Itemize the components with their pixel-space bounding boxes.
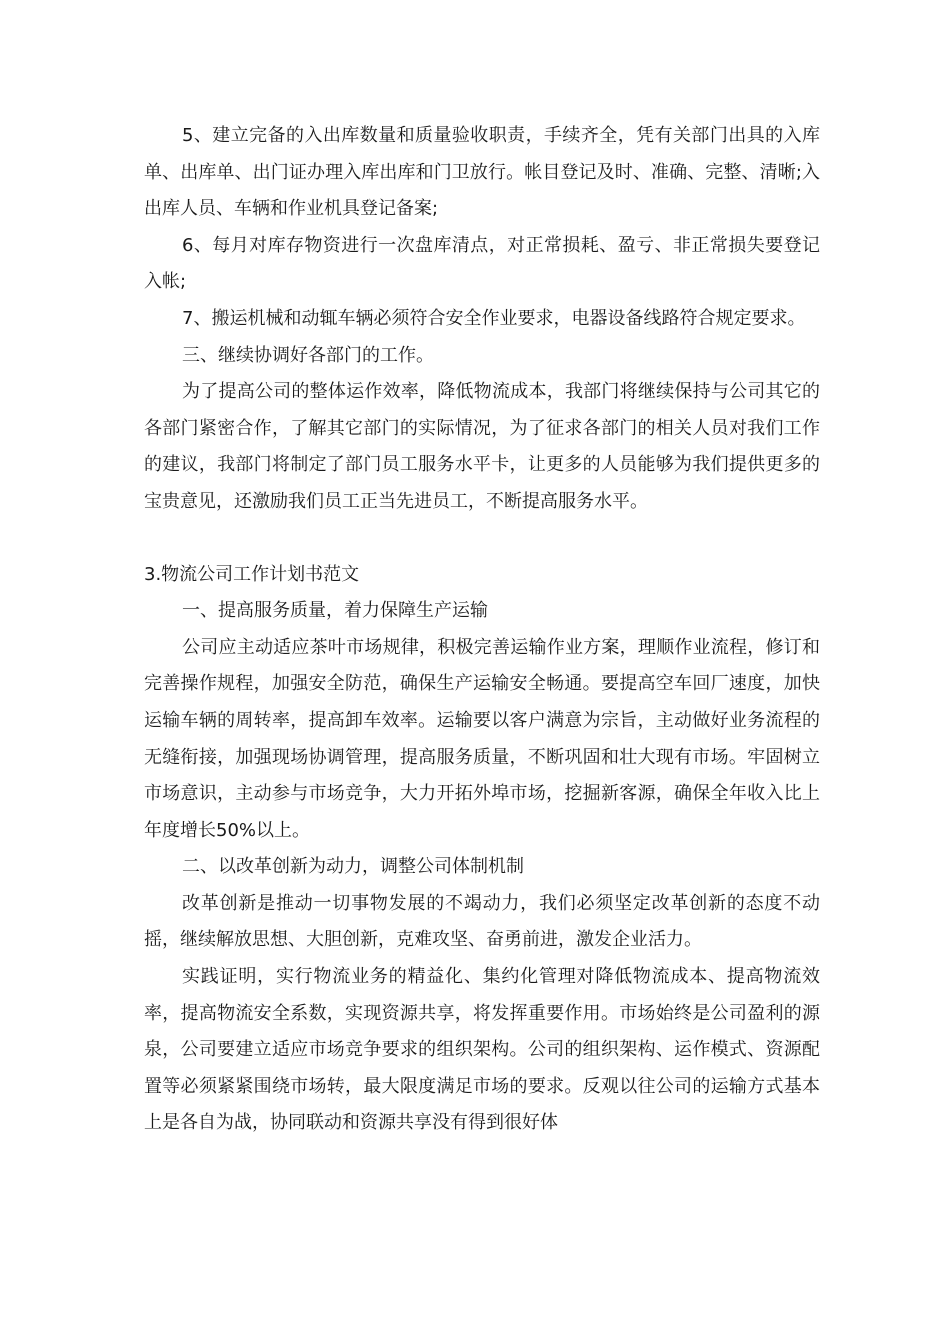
section-title: 3.物流公司工作计划书范文 [144,563,360,585]
paragraph-service-quality: 公司应主动适应茶叶市场规律，积极完善运输作业方案，理顺作业流程，修订和完善操作规程，加强安全防范，确保生产运输安全畅通。要提高空车回厂速度，加快运输车辆的周转率，提高卸车效率。运输要以客户满意为宗旨，主动做好业务流程的无缝衔接，加强现场协调管理，提高服务质量，不断巩固和壮大现有市场。牢固树立市场意识，主动参与市场竞争，大力开拓外埠市场，挖掘新客源，确保全年收入比上年度增长50%以上。 [144,636,820,841]
subheading-service-quality: 一、提高服务质量，着力保障生产运输 [182,600,488,622]
document-body [144,118,820,1142]
paragraph-practice: 实践证明，实行物流业务的精益化、集约化管理对降低物流成本、提高物流效率，提高物流安全系数，实现资源共享，将发挥重要作用。市场始终是公司盈利的源泉，公司要建立适应市场竞争要求的组织架构。公司的组织架构、运作模式、资源配置等必须紧紧围绕市场转，最大限度满足市场的要求。反观以往公司的运输方式基本上是各自为战，协同联动和资源共享没有得到很好体 [144,966,820,1134]
paragraph-item-5: 5、建立完备的入出库数量和质量验收职责，手续齐全，凭有关部门出具的入库单、出库单、出门证办理入库出库和门卫放行。帐目登记及时、准确、完整、清晰;入出库人员、车辆和作业机具登记备案; [144,125,820,220]
paragraph-reform: 改革创新是推动一切事物发展的不竭动力，我们必须坚定改革创新的态度不动摇，继续解放思想、大胆创新，克难攻坚、奋勇前进，激发企业活力。 [144,892,820,951]
paragraph-item-6: 6、每月对库存物资进行一次盘库清点，对正常损耗、盈亏、非正常损失要登记入帐; [144,234,820,293]
subheading-coordination: 三、继续协调好各部门的工作。 [182,344,434,366]
paragraph-item-7: 7、搬运机械和动辄车辆必须符合安全作业要求，电器设备线路符合规定要求。 [182,307,806,329]
paragraph-coordination: 为了提高公司的整体运作效率，降低物流成本，我部门将继续保持与公司其它的各部门紧密合作，了解其它部门的实际情况，为了征求各部门的相关人员对我们工作的建议，我部门将制定了部门员工服务水平卡，让更多的人员能够为我们提供更多的宝贵意见，还激励我们员工正当先进员工，不断提高服务水平。 [144,381,820,512]
subheading-reform: 二、以改革创新为动力，调整公司体制机制 [182,856,524,878]
